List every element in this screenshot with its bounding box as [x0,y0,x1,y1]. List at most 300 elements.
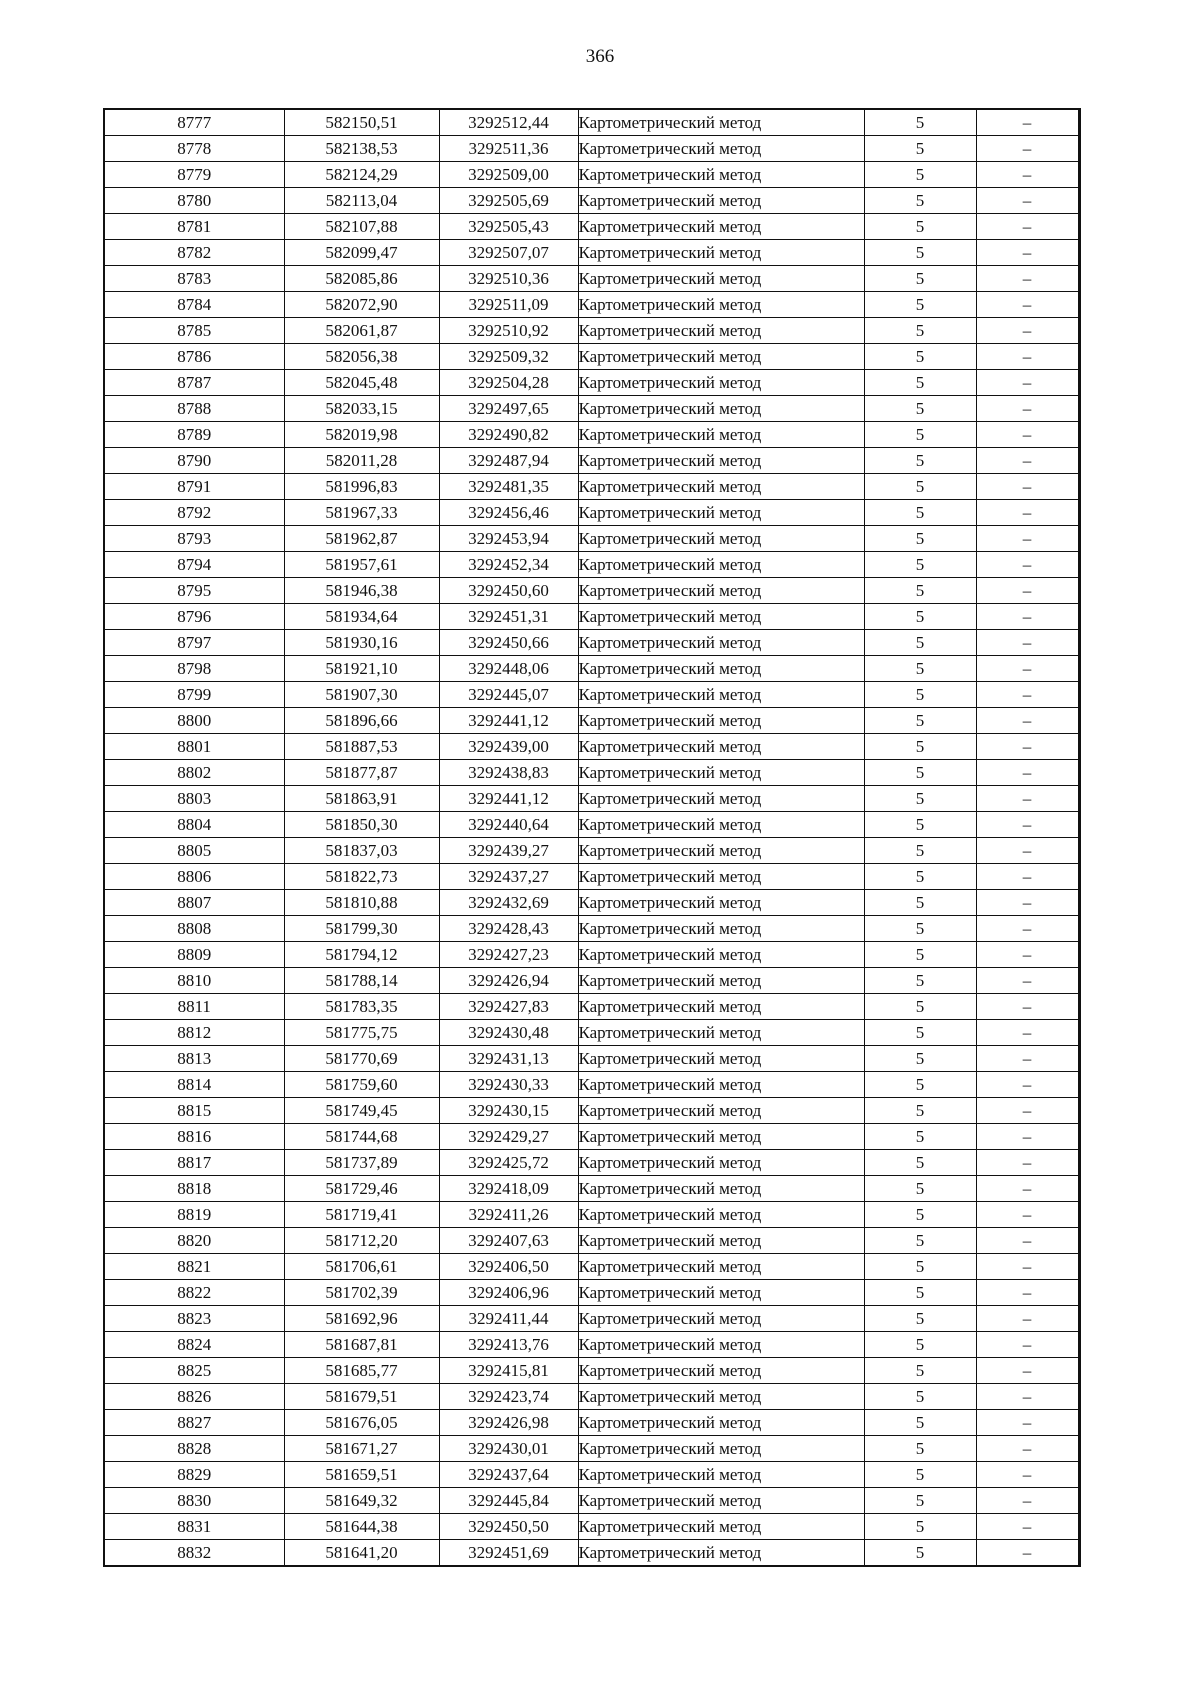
x-coordinate-cell: 582085,86 [284,266,439,292]
y-coordinate-cell: 3292415,81 [439,1358,578,1384]
table-row [104,526,1079,552]
method-cell: Картометрический метод [578,604,864,630]
accuracy-cell: 5 [864,968,976,994]
note-cell: – [976,578,1079,604]
x-coordinate-cell: 581702,39 [284,1280,439,1306]
point-number-cell: 8789 [104,422,284,448]
method-cell: Картометрический метод [578,1436,864,1462]
method-cell: Картометрический метод [578,474,864,500]
method-cell: Картометрический метод [578,968,864,994]
table-row [104,474,1079,500]
method-cell: Картометрический метод [578,864,864,890]
table-row [104,1124,1079,1150]
x-coordinate-cell: 581837,03 [284,838,439,864]
method-cell: Картометрический метод [578,448,864,474]
x-coordinate-cell: 581644,38 [284,1514,439,1540]
point-number-cell: 8808 [104,916,284,942]
table-row [104,1436,1079,1462]
point-number-cell: 8802 [104,760,284,786]
y-coordinate-cell: 3292428,43 [439,916,578,942]
method-cell: Картометрический метод [578,1150,864,1176]
point-number-cell: 8818 [104,1176,284,1202]
x-coordinate-cell: 581896,66 [284,708,439,734]
table-row [104,1410,1079,1436]
x-coordinate-cell: 581719,41 [284,1202,439,1228]
x-coordinate-cell: 582107,88 [284,214,439,240]
point-number-cell: 8792 [104,500,284,526]
table-row [104,448,1079,474]
accuracy-cell: 5 [864,916,976,942]
table-row [104,1384,1079,1410]
y-coordinate-cell: 3292406,50 [439,1254,578,1280]
point-number-cell: 8781 [104,214,284,240]
x-coordinate-cell: 581770,69 [284,1046,439,1072]
method-cell: Картометрический метод [578,1254,864,1280]
y-coordinate-cell: 3292509,00 [439,162,578,188]
table-row [104,1514,1079,1540]
method-cell: Картометрический метод [578,1280,864,1306]
note-cell: – [976,240,1079,266]
table-row [104,734,1079,760]
point-number-cell: 8826 [104,1384,284,1410]
x-coordinate-cell: 582124,29 [284,162,439,188]
accuracy-cell: 5 [864,344,976,370]
y-coordinate-cell: 3292437,64 [439,1462,578,1488]
x-coordinate-cell: 581679,51 [284,1384,439,1410]
point-number-cell: 8790 [104,448,284,474]
note-cell: – [976,1410,1079,1436]
point-number-cell: 8793 [104,526,284,552]
method-cell: Картометрический метод [578,682,864,708]
note-cell: – [976,1254,1079,1280]
note-cell: – [976,1358,1079,1384]
accuracy-cell: 5 [864,864,976,890]
method-cell: Картометрический метод [578,1098,864,1124]
table-row [104,1046,1079,1072]
table-row [104,1254,1079,1280]
note-cell: – [976,474,1079,500]
point-number-cell: 8819 [104,1202,284,1228]
y-coordinate-cell: 3292456,46 [439,500,578,526]
y-coordinate-cell: 3292505,69 [439,188,578,214]
y-coordinate-cell: 3292423,74 [439,1384,578,1410]
table-row [104,812,1079,838]
note-cell: – [976,318,1079,344]
table-row [104,994,1079,1020]
method-cell: Картометрический метод [578,500,864,526]
accuracy-cell: 5 [864,266,976,292]
point-number-cell: 8805 [104,838,284,864]
point-number-cell: 8782 [104,240,284,266]
x-coordinate-cell: 581887,53 [284,734,439,760]
accuracy-cell: 5 [864,1124,976,1150]
accuracy-cell: 5 [864,786,976,812]
x-coordinate-cell: 581863,91 [284,786,439,812]
accuracy-cell: 5 [864,1280,976,1306]
note-cell: – [976,1072,1079,1098]
method-cell: Картометрический метод [578,1176,864,1202]
note-cell: – [976,214,1079,240]
y-coordinate-cell: 3292430,48 [439,1020,578,1046]
method-cell: Картометрический метод [578,109,864,136]
note-cell: – [976,630,1079,656]
note-cell: – [976,109,1079,136]
method-cell: Картометрический метод [578,1462,864,1488]
method-cell: Картометрический метод [578,240,864,266]
x-coordinate-cell: 582061,87 [284,318,439,344]
method-cell: Картометрический метод [578,786,864,812]
note-cell: – [976,1384,1079,1410]
accuracy-cell: 5 [864,1150,976,1176]
method-cell: Картометрический метод [578,370,864,396]
accuracy-cell: 5 [864,1514,976,1540]
y-coordinate-cell: 3292439,00 [439,734,578,760]
method-cell: Картометрический метод [578,162,864,188]
table-row [104,708,1079,734]
y-coordinate-cell: 3292411,26 [439,1202,578,1228]
note-cell: – [976,1462,1079,1488]
note-cell: – [976,1280,1079,1306]
point-number-cell: 8787 [104,370,284,396]
accuracy-cell: 5 [864,500,976,526]
note-cell: – [976,448,1079,474]
accuracy-cell: 5 [864,109,976,136]
y-coordinate-cell: 3292426,98 [439,1410,578,1436]
accuracy-cell: 5 [864,162,976,188]
table-row [104,552,1079,578]
point-number-cell: 8831 [104,1514,284,1540]
note-cell: – [976,1436,1079,1462]
accuracy-cell: 5 [864,396,976,422]
y-coordinate-cell: 3292505,43 [439,214,578,240]
note-cell: – [976,1202,1079,1228]
note-cell: – [976,188,1079,214]
note-cell: – [976,162,1079,188]
note-cell: – [976,1046,1079,1072]
table-row [104,1202,1079,1228]
x-coordinate-cell: 581962,87 [284,526,439,552]
y-coordinate-cell: 3292450,60 [439,578,578,604]
table-row [104,500,1079,526]
note-cell: – [976,786,1079,812]
table-row [104,1280,1079,1306]
x-coordinate-cell: 581946,38 [284,578,439,604]
accuracy-cell: 5 [864,708,976,734]
x-coordinate-cell: 581788,14 [284,968,439,994]
x-coordinate-cell: 582113,04 [284,188,439,214]
table-row [104,1332,1079,1358]
x-coordinate-cell: 581676,05 [284,1410,439,1436]
accuracy-cell: 5 [864,1488,976,1514]
method-cell: Картометрический метод [578,630,864,656]
point-number-cell: 8777 [104,109,284,136]
note-cell: – [976,994,1079,1020]
table-row [104,109,1079,136]
point-number-cell: 8791 [104,474,284,500]
accuracy-cell: 5 [864,1462,976,1488]
accuracy-cell: 5 [864,942,976,968]
point-number-cell: 8809 [104,942,284,968]
method-cell: Картометрический метод [578,344,864,370]
note-cell: – [976,1540,1079,1567]
point-number-cell: 8806 [104,864,284,890]
note-cell: – [976,1332,1079,1358]
method-cell: Картометрический метод [578,916,864,942]
table-row [104,1228,1079,1254]
x-coordinate-cell: 582056,38 [284,344,439,370]
note-cell: – [976,864,1079,890]
point-number-cell: 8798 [104,656,284,682]
x-coordinate-cell: 581877,87 [284,760,439,786]
note-cell: – [976,1150,1079,1176]
method-cell: Картометрический метод [578,1020,864,1046]
y-coordinate-cell: 3292512,44 [439,109,578,136]
note-cell: – [976,1020,1079,1046]
x-coordinate-cell: 581907,30 [284,682,439,708]
note-cell: – [976,500,1079,526]
table-row [104,786,1079,812]
accuracy-cell: 5 [864,656,976,682]
x-coordinate-cell: 581921,10 [284,656,439,682]
y-coordinate-cell: 3292429,27 [439,1124,578,1150]
table-row [104,916,1079,942]
y-coordinate-cell: 3292451,69 [439,1540,578,1567]
x-coordinate-cell: 581744,68 [284,1124,439,1150]
table-row [104,682,1079,708]
y-coordinate-cell: 3292453,94 [439,526,578,552]
y-coordinate-cell: 3292425,72 [439,1150,578,1176]
point-number-cell: 8794 [104,552,284,578]
point-number-cell: 8810 [104,968,284,994]
y-coordinate-cell: 3292445,84 [439,1488,578,1514]
method-cell: Картометрический метод [578,1540,864,1567]
method-cell: Картометрический метод [578,1410,864,1436]
method-cell: Картометрический метод [578,578,864,604]
point-number-cell: 8816 [104,1124,284,1150]
point-number-cell: 8804 [104,812,284,838]
y-coordinate-cell: 3292427,83 [439,994,578,1020]
accuracy-cell: 5 [864,318,976,344]
method-cell: Картометрический метод [578,188,864,214]
y-coordinate-cell: 3292438,83 [439,760,578,786]
point-number-cell: 8811 [104,994,284,1020]
y-coordinate-cell: 3292441,12 [439,708,578,734]
table-row [104,890,1079,916]
accuracy-cell: 5 [864,1332,976,1358]
y-coordinate-cell: 3292406,96 [439,1280,578,1306]
y-coordinate-cell: 3292452,34 [439,552,578,578]
note-cell: – [976,1176,1079,1202]
x-coordinate-cell: 581759,60 [284,1072,439,1098]
table-row [104,864,1079,890]
y-coordinate-cell: 3292430,15 [439,1098,578,1124]
accuracy-cell: 5 [864,448,976,474]
accuracy-cell: 5 [864,526,976,552]
method-cell: Картометрический метод [578,734,864,760]
table-row [104,188,1079,214]
accuracy-cell: 5 [864,734,976,760]
accuracy-cell: 5 [864,552,976,578]
point-number-cell: 8778 [104,136,284,162]
point-number-cell: 8822 [104,1280,284,1306]
method-cell: Картометрический метод [578,656,864,682]
y-coordinate-cell: 3292490,82 [439,422,578,448]
y-coordinate-cell: 3292441,12 [439,786,578,812]
x-coordinate-cell: 581737,89 [284,1150,439,1176]
table-row [104,1072,1079,1098]
method-cell: Картометрический метод [578,1306,864,1332]
method-cell: Картометрический метод [578,812,864,838]
method-cell: Картометрический метод [578,396,864,422]
point-number-cell: 8799 [104,682,284,708]
point-number-cell: 8783 [104,266,284,292]
accuracy-cell: 5 [864,1202,976,1228]
method-cell: Картометрический метод [578,942,864,968]
coordinates-table [103,108,1081,1567]
note-cell: – [976,552,1079,578]
y-coordinate-cell: 3292430,33 [439,1072,578,1098]
point-number-cell: 8827 [104,1410,284,1436]
method-cell: Картометрический метод [578,1046,864,1072]
point-number-cell: 8817 [104,1150,284,1176]
method-cell: Картометрический метод [578,1384,864,1410]
accuracy-cell: 5 [864,1384,976,1410]
note-cell: – [976,1098,1079,1124]
x-coordinate-cell: 582019,98 [284,422,439,448]
x-coordinate-cell: 581749,45 [284,1098,439,1124]
point-number-cell: 8788 [104,396,284,422]
method-cell: Картометрический метод [578,760,864,786]
accuracy-cell: 5 [864,1098,976,1124]
x-coordinate-cell: 582072,90 [284,292,439,318]
y-coordinate-cell: 3292511,36 [439,136,578,162]
y-coordinate-cell: 3292411,44 [439,1306,578,1332]
accuracy-cell: 5 [864,604,976,630]
accuracy-cell: 5 [864,214,976,240]
y-coordinate-cell: 3292450,66 [439,630,578,656]
note-cell: – [976,838,1079,864]
x-coordinate-cell: 581649,32 [284,1488,439,1514]
accuracy-cell: 5 [864,1436,976,1462]
note-cell: – [976,656,1079,682]
table-row [104,968,1079,994]
table-row [104,630,1079,656]
point-number-cell: 8780 [104,188,284,214]
y-coordinate-cell: 3292504,28 [439,370,578,396]
x-coordinate-cell: 581671,27 [284,1436,439,1462]
note-cell: – [976,890,1079,916]
x-coordinate-cell: 582138,53 [284,136,439,162]
note-cell: – [976,422,1079,448]
x-coordinate-cell: 581996,83 [284,474,439,500]
note-cell: – [976,604,1079,630]
x-coordinate-cell: 581659,51 [284,1462,439,1488]
method-cell: Картометрический метод [578,1202,864,1228]
x-coordinate-cell: 581810,88 [284,890,439,916]
note-cell: – [976,266,1079,292]
note-cell: – [976,370,1079,396]
x-coordinate-cell: 581783,35 [284,994,439,1020]
note-cell: – [976,1488,1079,1514]
accuracy-cell: 5 [864,240,976,266]
accuracy-cell: 5 [864,136,976,162]
accuracy-cell: 5 [864,838,976,864]
table-row [104,370,1079,396]
table-row [104,604,1079,630]
y-coordinate-cell: 3292510,92 [439,318,578,344]
point-number-cell: 8820 [104,1228,284,1254]
accuracy-cell: 5 [864,1072,976,1098]
y-coordinate-cell: 3292481,35 [439,474,578,500]
method-cell: Картометрический метод [578,1332,864,1358]
table-row [104,162,1079,188]
note-cell: – [976,942,1079,968]
y-coordinate-cell: 3292418,09 [439,1176,578,1202]
table-row [104,1462,1079,1488]
accuracy-cell: 5 [864,630,976,656]
accuracy-cell: 5 [864,292,976,318]
y-coordinate-cell: 3292440,64 [439,812,578,838]
point-number-cell: 8785 [104,318,284,344]
x-coordinate-cell: 581822,73 [284,864,439,890]
method-cell: Картометрический метод [578,422,864,448]
table-row [104,214,1079,240]
method-cell: Картометрический метод [578,1072,864,1098]
x-coordinate-cell: 582099,47 [284,240,439,266]
table-row [104,396,1079,422]
y-coordinate-cell: 3292437,27 [439,864,578,890]
method-cell: Картометрический метод [578,1124,864,1150]
accuracy-cell: 5 [864,1228,976,1254]
method-cell: Картометрический метод [578,1514,864,1540]
accuracy-cell: 5 [864,890,976,916]
point-number-cell: 8821 [104,1254,284,1280]
note-cell: – [976,1228,1079,1254]
note-cell: – [976,526,1079,552]
accuracy-cell: 5 [864,370,976,396]
x-coordinate-cell: 582033,15 [284,396,439,422]
table-row [104,422,1079,448]
note-cell: – [976,1514,1079,1540]
note-cell: – [976,292,1079,318]
point-number-cell: 8823 [104,1306,284,1332]
accuracy-cell: 5 [864,422,976,448]
y-coordinate-cell: 3292487,94 [439,448,578,474]
table-row [104,318,1079,344]
y-coordinate-cell: 3292439,27 [439,838,578,864]
y-coordinate-cell: 3292507,07 [439,240,578,266]
accuracy-cell: 5 [864,1020,976,1046]
accuracy-cell: 5 [864,682,976,708]
table-row [104,1098,1079,1124]
method-cell: Картометрический метод [578,838,864,864]
note-cell: – [976,136,1079,162]
x-coordinate-cell: 581729,46 [284,1176,439,1202]
y-coordinate-cell: 3292448,06 [439,656,578,682]
point-number-cell: 8796 [104,604,284,630]
x-coordinate-cell: 581641,20 [284,1540,439,1567]
note-cell: – [976,1306,1079,1332]
method-cell: Картометрический метод [578,526,864,552]
note-cell: – [976,916,1079,942]
accuracy-cell: 5 [864,1176,976,1202]
x-coordinate-cell: 582011,28 [284,448,439,474]
table-row [104,344,1079,370]
table-row [104,942,1079,968]
table-row [104,1488,1079,1514]
y-coordinate-cell: 3292445,07 [439,682,578,708]
y-coordinate-cell: 3292407,63 [439,1228,578,1254]
